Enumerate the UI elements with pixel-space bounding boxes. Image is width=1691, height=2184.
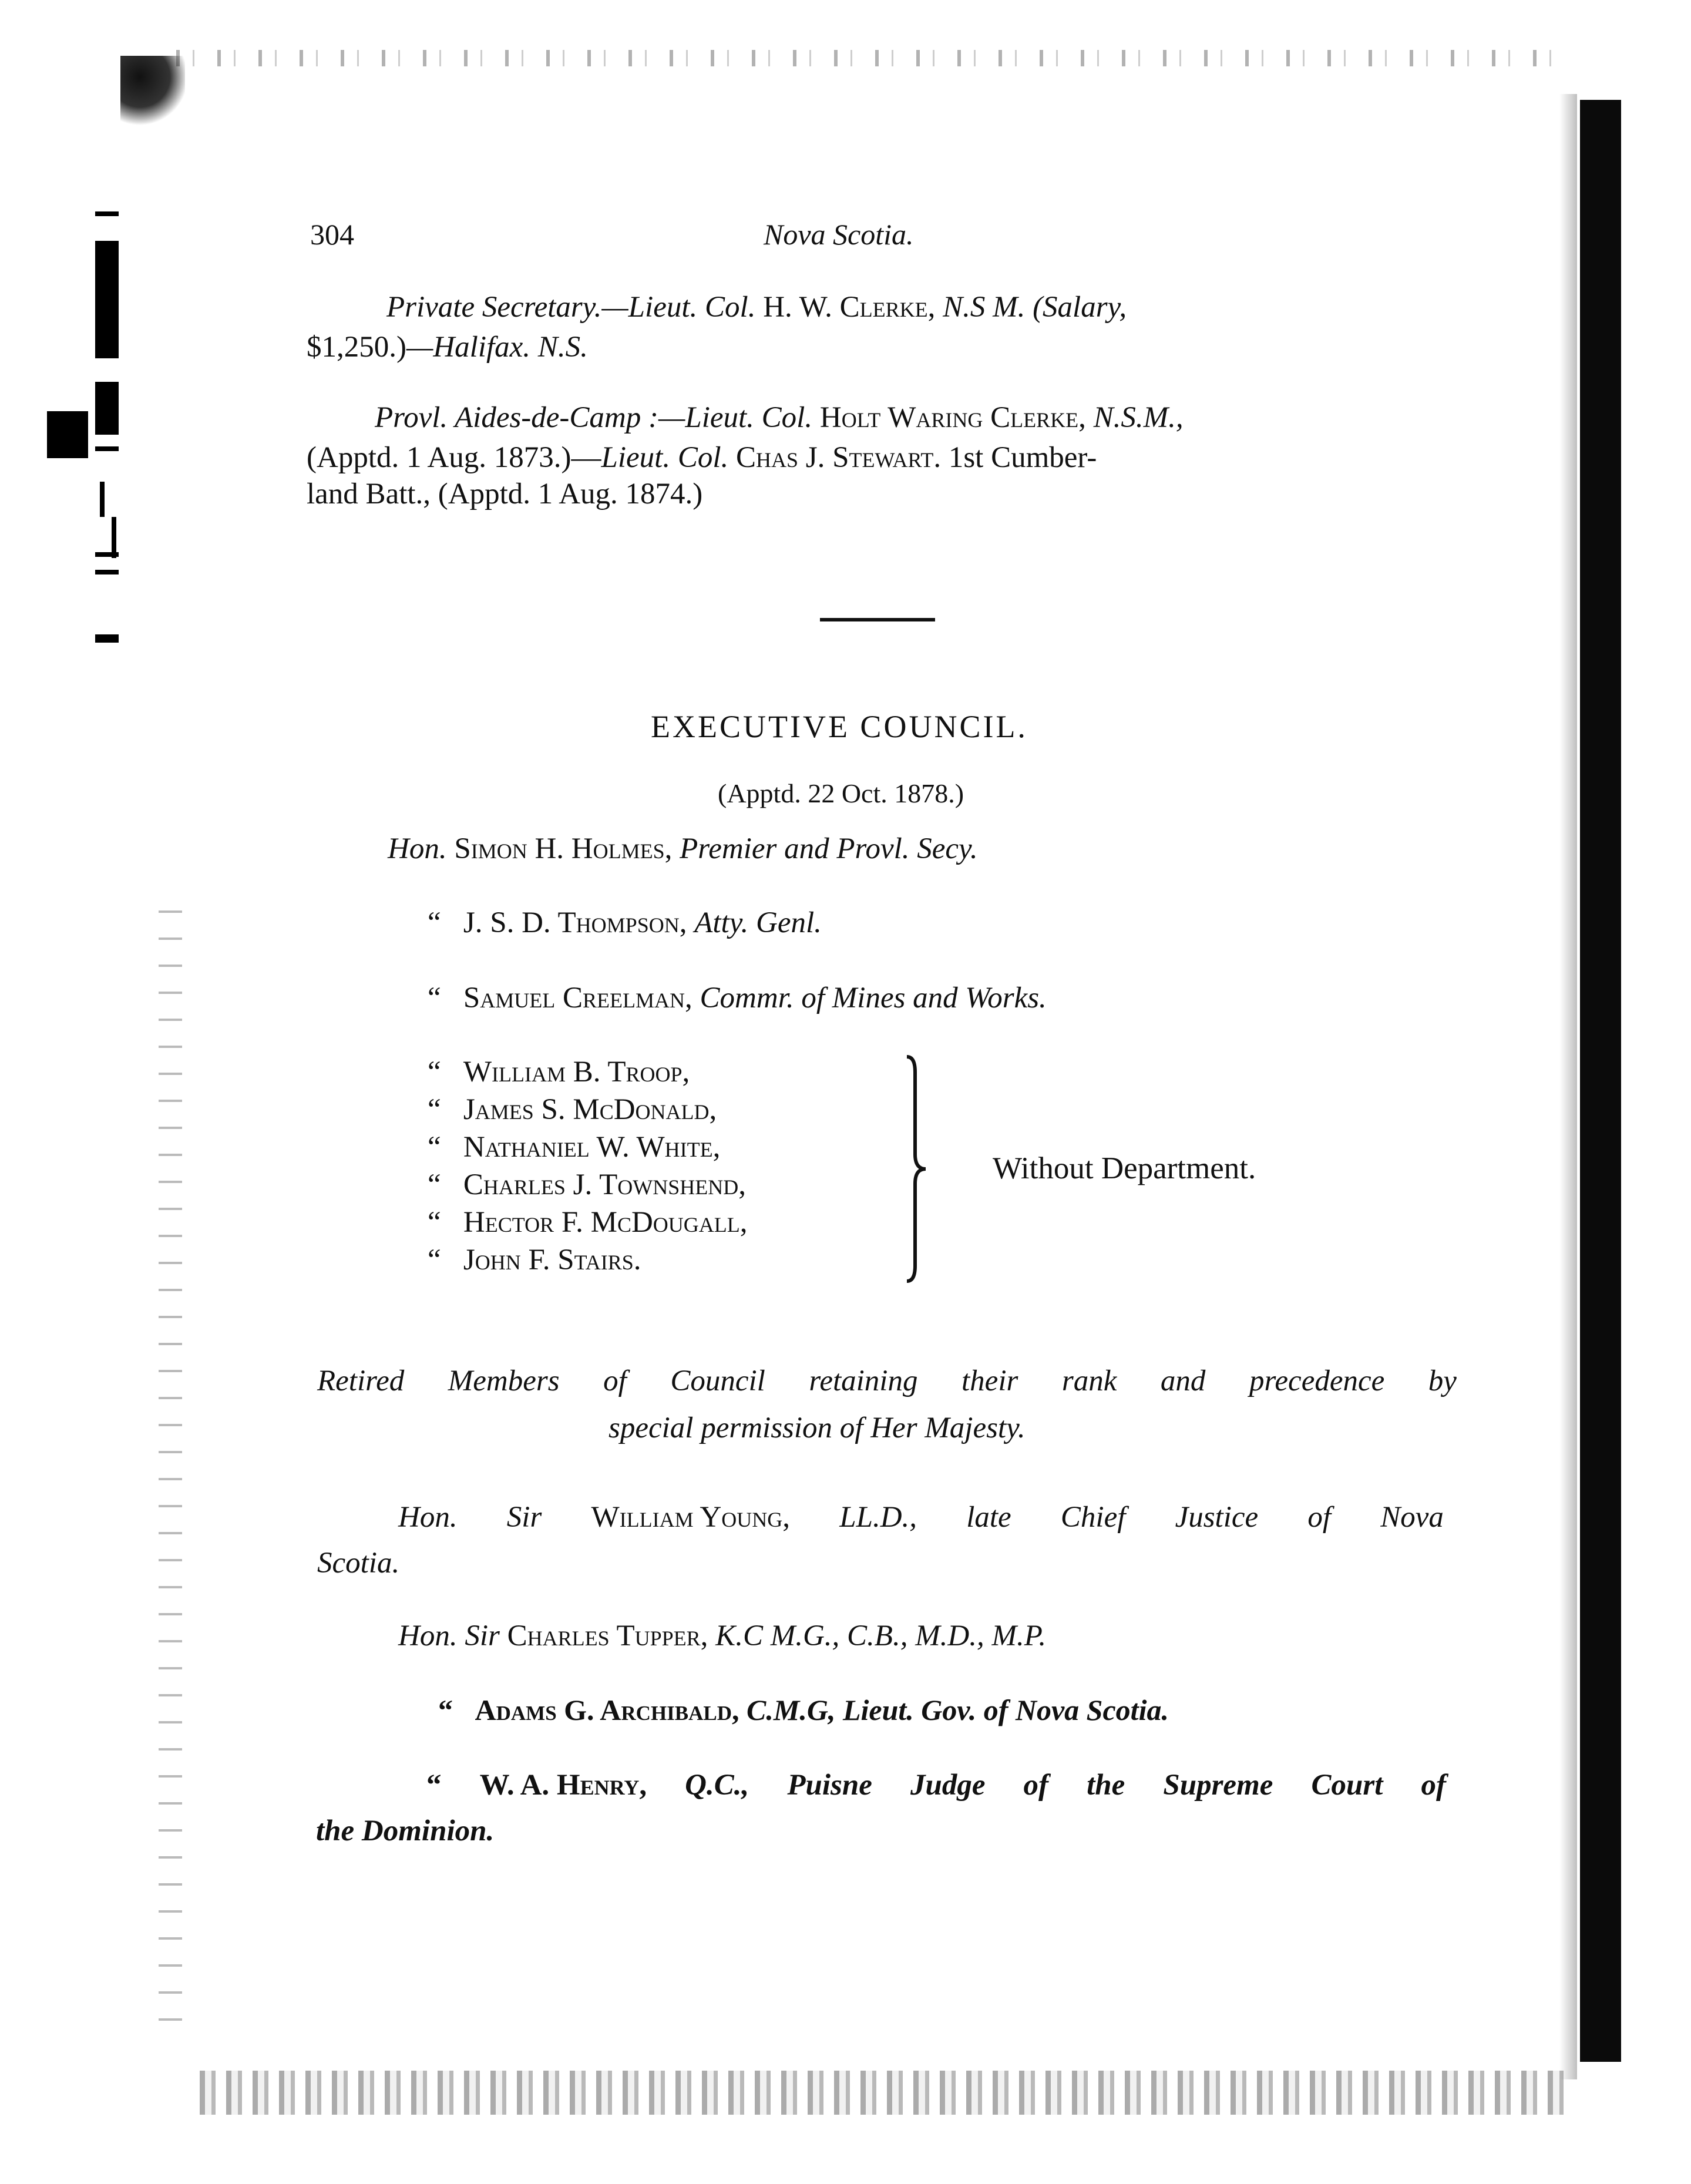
council-member-row — [428, 1242, 641, 1278]
word: Council — [670, 1365, 765, 1397]
section-divider — [820, 618, 935, 621]
word: Sir — [506, 1501, 542, 1534]
private-secretary-line-1 — [386, 289, 1127, 325]
member-office: Atty. Genl. — [694, 906, 822, 939]
word: Supreme — [1163, 1769, 1273, 1802]
retired-name-henry: W. A. Henry, — [479, 1769, 647, 1802]
private-secretary-label: Private Secretary. — [386, 291, 602, 324]
aides-line-1 — [375, 399, 1184, 436]
council-member-row — [428, 1091, 717, 1128]
premier-line — [388, 831, 978, 867]
council-heading: EXECUTIVE COUNCIL. — [651, 709, 1028, 744]
private-secretary-name: H. W. Clerke, — [763, 291, 936, 324]
ditto-mark: “ — [428, 1244, 441, 1276]
word: retaining — [809, 1365, 918, 1397]
retired-heading-text: special permission of Her Majesty. — [609, 1412, 1026, 1444]
private-secretary-line-2 — [307, 329, 588, 365]
council-member-row — [428, 1204, 748, 1241]
word: Q.C., — [685, 1769, 749, 1802]
member-name: J. S. D. Thompson, — [463, 906, 687, 939]
member-name: James S. McDonald, — [463, 1093, 717, 1126]
tupper-honours: K.C M.G., C.B., M.D., M.P. — [715, 1619, 1047, 1652]
premier-name: Simon H. Holmes, — [454, 832, 673, 865]
council-member-row — [428, 1054, 690, 1090]
word: of — [1023, 1769, 1049, 1802]
word: Retired — [317, 1365, 405, 1397]
member-name: Hector F. McDougall, — [463, 1206, 748, 1239]
word: Chief — [1060, 1501, 1126, 1534]
word: their — [962, 1365, 1018, 1397]
without-department-label: Without Department. — [993, 1151, 1256, 1185]
member-name: Nathaniel W. White, — [463, 1131, 721, 1164]
word: rank — [1061, 1365, 1117, 1397]
ditto-mark: “ — [428, 1131, 441, 1164]
retired-name-archibald: Adams G. Archibald, — [475, 1694, 739, 1726]
henry-line-2: the Dominion. — [316, 1815, 495, 1847]
henry-line-1 — [426, 1767, 1446, 1803]
ditto-mark: “ — [426, 1769, 442, 1802]
private-secretary-rank: —Lieut. Col. — [601, 291, 756, 324]
aides-line-2 — [307, 439, 1097, 476]
word: of — [603, 1365, 627, 1397]
private-secretary-place: —Halifax. N.S. — [406, 331, 588, 364]
scan-noise-top — [176, 50, 1556, 66]
young-line-1 — [398, 1499, 1444, 1535]
word: of — [1307, 1501, 1332, 1534]
ditto-mark: “ — [428, 1056, 441, 1088]
word: the — [1087, 1769, 1125, 1802]
archibald-line — [438, 1692, 1169, 1728]
word: late — [966, 1501, 1011, 1534]
ditto-mark: “ — [428, 1206, 441, 1239]
council-member-row — [428, 980, 1047, 1016]
ditto-mark: “ — [428, 982, 441, 1014]
word: LL.D., — [839, 1501, 917, 1534]
aide-2-unit: 1st Cumber- — [948, 441, 1097, 474]
scan-binding-bar — [1580, 100, 1621, 2062]
word: of — [1421, 1769, 1446, 1802]
archibald-honours: C.M.G, Lieut. Gov. of Nova Scotia. — [747, 1694, 1169, 1726]
premier-office: Premier and Provl. Secy. — [680, 832, 978, 865]
word: and — [1160, 1365, 1206, 1397]
word: Justice — [1175, 1501, 1259, 1534]
young-line-2: Scotia. — [317, 1547, 400, 1580]
running-title: Nova Scotia. — [764, 218, 914, 251]
aide-2-rank: Lieut. Col. — [601, 441, 729, 474]
retired-heading-line-2 — [609, 1410, 1026, 1446]
retired-name-tupper: Charles Tupper, — [507, 1619, 708, 1652]
member-name: William B. Troop, — [463, 1056, 690, 1088]
aides-label: Provl. Aides-de-Camp :—Lieut. Col. — [375, 401, 813, 434]
council-member-row — [428, 1167, 746, 1203]
member-name: Samuel Creelman, — [463, 982, 692, 1014]
word: by — [1428, 1365, 1457, 1397]
page-number: 304 — [310, 218, 354, 251]
scan-noise-left — [159, 910, 182, 2027]
aide-1-appointed: (Apptd. 1 Aug. 1873.)— — [307, 441, 601, 474]
council-member-row — [428, 905, 822, 941]
private-secretary-salary: $1,250.) — [307, 331, 406, 364]
ditto-mark: “ — [438, 1694, 453, 1726]
ditto-mark: “ — [428, 1168, 441, 1201]
word: Members — [448, 1365, 560, 1397]
word: Court — [1311, 1769, 1383, 1802]
scan-blot — [120, 56, 185, 126]
retired-heading-line-1 — [317, 1363, 1457, 1399]
aides-line-3: land Batt., (Apptd. 1 Aug. 1874.) — [307, 478, 703, 510]
private-secretary-honours: N.S M. (Salary, — [943, 291, 1127, 324]
aide-1-honours: N.S.M., — [1093, 401, 1184, 434]
council-member-row — [428, 1129, 720, 1165]
tupper-prefix: Hon. Sir — [398, 1619, 500, 1652]
council-appointed: (Apptd. 22 Oct. 1878.) — [718, 778, 964, 808]
word: precedence — [1249, 1365, 1385, 1397]
word: Hon. — [398, 1501, 458, 1534]
ditto-mark: “ — [428, 906, 441, 939]
member-office: Commr. of Mines and Works. — [700, 982, 1047, 1014]
member-name: John F. Stairs. — [463, 1244, 641, 1276]
member-name: Charles J. Townshend, — [463, 1168, 746, 1201]
word: Judge — [910, 1769, 986, 1802]
aide-2-name: Chas J. Stewart. — [736, 441, 942, 474]
tupper-line — [398, 1618, 1046, 1654]
curly-brace — [905, 1054, 928, 1283]
retired-name-young: William Young, — [591, 1501, 791, 1534]
premier-prefix: Hon. — [388, 832, 447, 865]
scan-noise-bottom — [200, 2071, 1568, 2115]
word: Nova — [1380, 1501, 1444, 1534]
scan-shadow — [1559, 94, 1577, 2079]
word: Puisne — [787, 1769, 872, 1802]
aide-1-name: Holt Waring Clerke, — [819, 401, 1086, 434]
ditto-mark: “ — [428, 1093, 441, 1126]
